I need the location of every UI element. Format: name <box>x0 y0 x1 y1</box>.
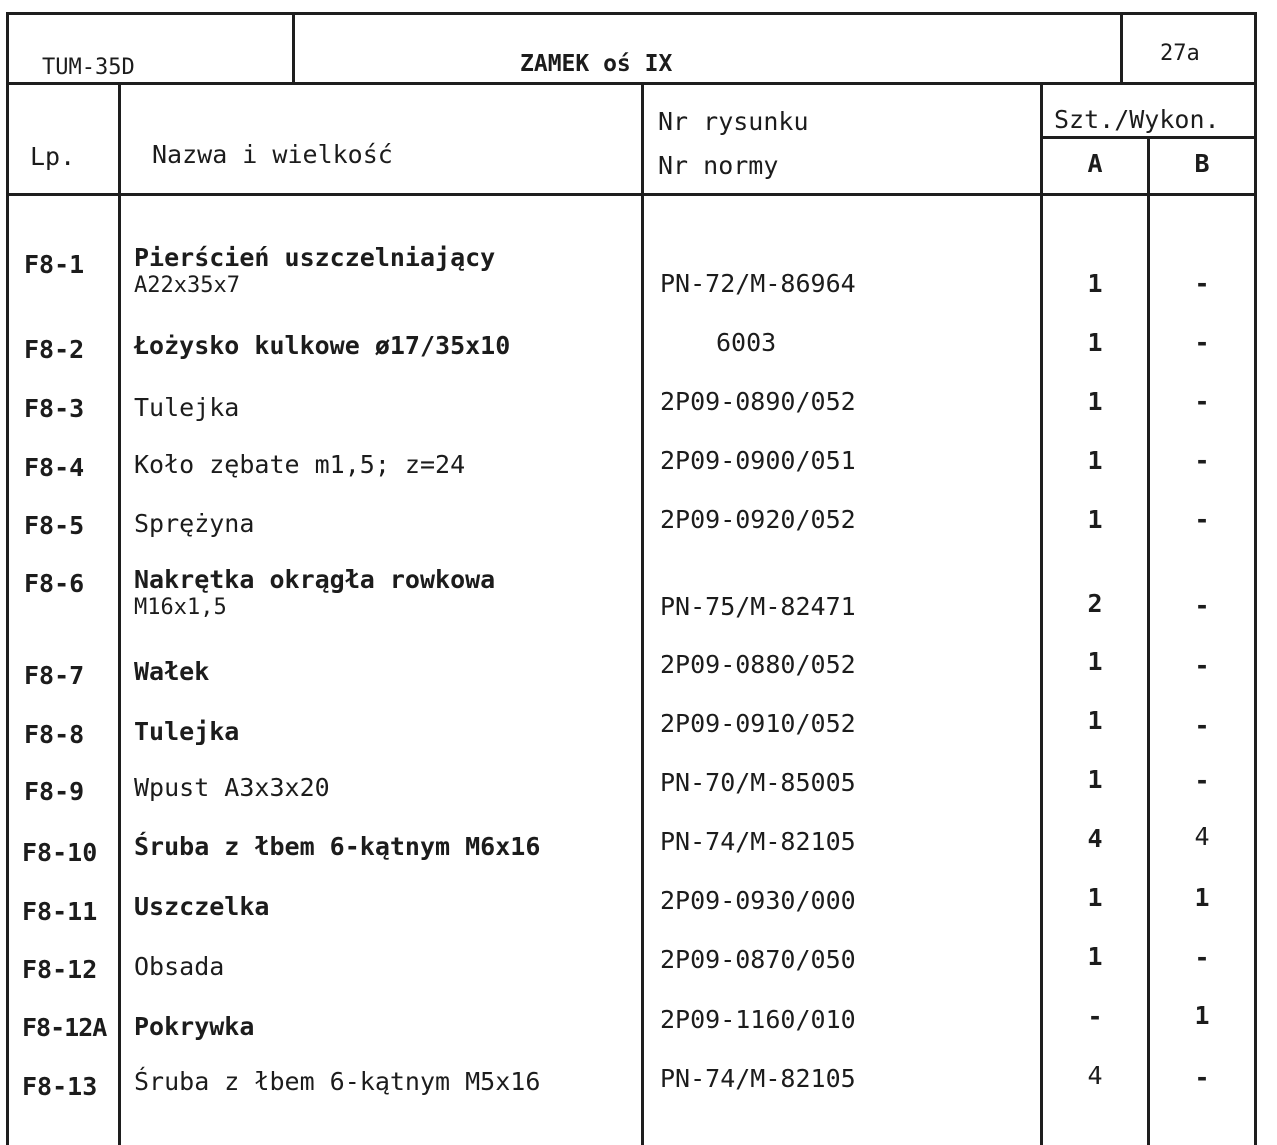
row-ref: 2P09-0910/052 <box>660 709 856 738</box>
row-qty-a: 1 <box>1087 647 1103 676</box>
row-qty-b: - <box>1194 711 1210 740</box>
top-border <box>6 12 1256 15</box>
row-name: Koło zębate m1,5; z=24 <box>134 450 466 479</box>
row-lp: F8-6 <box>24 569 85 598</box>
column-header-norm: Nr normy <box>658 151 779 180</box>
row-qty-a: 4 <box>1087 1061 1103 1090</box>
row-qty-b: - <box>1194 387 1210 416</box>
column-header-name: Nazwa i wielkość <box>152 140 393 169</box>
row-qty-a: 1 <box>1087 387 1103 416</box>
header-page-divider <box>1120 12 1123 84</box>
row-qty-b: - <box>1194 1063 1210 1092</box>
column-header-divider <box>6 193 1256 196</box>
header-divider <box>6 82 1256 85</box>
name-column-divider <box>641 82 644 1145</box>
row-lp: F8-12A <box>22 1013 107 1042</box>
row-name: Pokrywka <box>134 1012 255 1041</box>
column-header-b: B <box>1194 149 1210 178</box>
row-qty-a: 1 <box>1087 706 1103 735</box>
row-name: Łożysko kulkowe ø17/35x10 <box>134 331 511 360</box>
row-name-detail: M16x1,5 <box>134 595 227 620</box>
row-ref: PN-75/M-82471 <box>660 592 856 621</box>
row-qty-a: - <box>1087 1002 1103 1031</box>
row-ref: 2P09-1160/010 <box>660 1005 856 1034</box>
right-border <box>1254 12 1257 1145</box>
row-ref: 6003 <box>716 328 777 357</box>
row-name: Sprężyna <box>134 509 255 538</box>
row-qty-b: - <box>1194 446 1210 475</box>
left-border <box>6 12 9 1145</box>
row-name: Tulejka <box>134 393 240 422</box>
row-qty-b: - <box>1194 943 1210 972</box>
row-qty-a: 1 <box>1087 505 1103 534</box>
row-name: Uszczelka <box>134 892 270 921</box>
row-qty-a: 4 <box>1087 824 1103 853</box>
row-name: Wałek <box>134 657 210 686</box>
column-header-drawing: Nr rysunku <box>658 107 809 136</box>
row-ref: PN-74/M-82105 <box>660 1064 856 1093</box>
row-lp: F8-12 <box>22 955 98 984</box>
row-qty-a: 1 <box>1087 269 1103 298</box>
row-ref: 2P09-0930/000 <box>660 886 856 915</box>
row-ref: PN-74/M-82105 <box>660 827 856 856</box>
row-name: Obsada <box>134 952 225 981</box>
row-qty-a: 2 <box>1087 589 1103 618</box>
row-name: Śruba z łbem 6-kątnym M6x16 <box>134 832 541 861</box>
row-lp: F8-10 <box>22 838 98 867</box>
row-name: Śruba z łbem 6-kątnym M5x16 <box>134 1067 541 1096</box>
row-lp: F8-13 <box>22 1072 98 1101</box>
row-ref: 2P09-0900/051 <box>660 446 856 475</box>
row-ref: 2P09-0890/052 <box>660 387 856 416</box>
row-lp: F8-8 <box>24 720 85 749</box>
row-ref: 2P09-0920/052 <box>660 505 856 534</box>
row-ref: PN-72/M-86964 <box>660 269 856 298</box>
row-lp: F8-3 <box>24 394 85 423</box>
row-lp: F8-5 <box>24 511 85 540</box>
row-name: Tulejka <box>134 717 240 746</box>
column-header-qty: Szt./Wykon. <box>1054 105 1220 134</box>
row-lp: F8-1 <box>24 250 85 279</box>
row-lp: F8-4 <box>24 453 85 482</box>
row-name-detail: A22x35x7 <box>134 273 240 298</box>
row-qty-a: 1 <box>1087 765 1103 794</box>
header-code-divider <box>292 12 295 84</box>
row-ref: PN-70/M-85005 <box>660 768 856 797</box>
row-name: Nakrętka okrągła rowkowa <box>134 565 496 594</box>
row-qty-b: 4 <box>1194 822 1210 851</box>
row-qty-b: - <box>1194 328 1210 357</box>
row-qty-b: 1 <box>1194 883 1210 912</box>
row-qty-a: 1 <box>1087 446 1103 475</box>
row-lp: F8-11 <box>22 897 98 926</box>
row-qty-b: - <box>1194 651 1210 680</box>
column-header-a: A <box>1087 149 1103 178</box>
column-header-lp: Lp. <box>30 142 76 171</box>
row-qty-a: 1 <box>1087 883 1103 912</box>
row-name: Pierścień uszczelniający <box>134 243 496 272</box>
row-lp: F8-9 <box>24 777 85 806</box>
page-number: 27a <box>1160 41 1200 66</box>
row-qty-b: - <box>1194 269 1210 298</box>
row-qty-a: 1 <box>1087 328 1103 357</box>
row-qty-a: 1 <box>1087 942 1103 971</box>
lp-column-divider <box>118 82 121 1145</box>
row-ref: 2P09-0870/050 <box>660 945 856 974</box>
row-lp: F8-2 <box>24 335 85 364</box>
row-qty-b: 1 <box>1194 1001 1210 1030</box>
row-qty-b: - <box>1194 505 1210 534</box>
row-ref: 2P09-0880/052 <box>660 650 856 679</box>
document-title: ZAMEK oś IX <box>520 51 673 77</box>
row-qty-b: - <box>1194 591 1210 620</box>
document-code: TUM-35D <box>42 55 135 80</box>
row-lp: F8-7 <box>24 661 85 690</box>
row-qty-b: - <box>1194 766 1210 795</box>
row-name: Wpust A3x3x20 <box>134 773 330 802</box>
